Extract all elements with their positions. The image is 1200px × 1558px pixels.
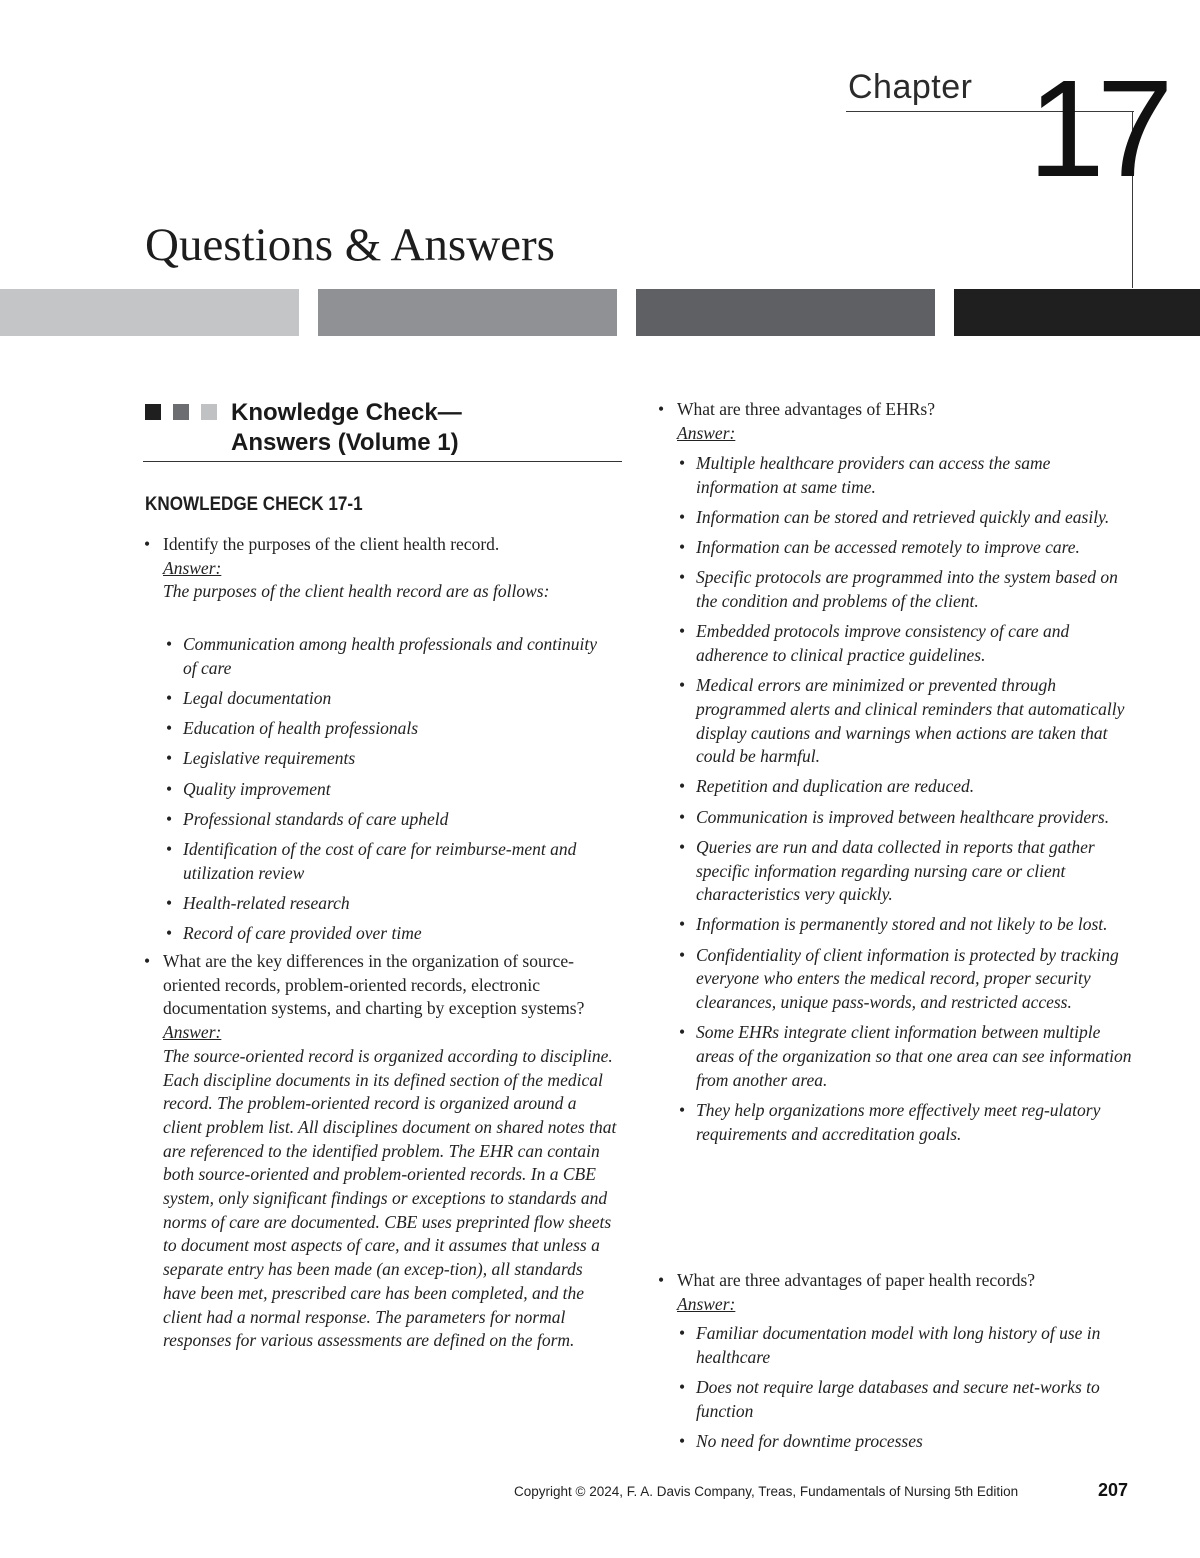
answer-label: Answer: [163,1022,222,1043]
chapter-label: Chapter [848,68,973,106]
list-item: • Does not require large databases and secure net-works to function [696,1376,1136,1423]
list-item: • Queries are run and data collected in reports that gather specific information regarding nursing care or client characteristics very quickly. [696,836,1136,907]
question-text: Identify the purposes of the client health record. [163,534,500,554]
question-text: What are three advantages of paper health records? [677,1270,1036,1290]
question-text: What are the key differences in the organization of source-oriented records, problem-oriented records, electronic documentation systems, and charting by exception systems? [163,951,585,1019]
list-item: • Health-related research [183,892,613,916]
list-item: • Information can be accessed remotely to improve care. [696,536,1136,560]
answer-list [696,452,1136,1153]
page-number: 207 [1098,1480,1129,1500]
list-item: • Multiple healthcare providers can access the same information at same time. [696,452,1136,499]
list-item: • No need for downtime processes [696,1430,1136,1454]
answer-list [183,633,613,952]
answer-label: Answer: [677,422,736,443]
header-band-light [0,289,299,336]
section-square-icon-medium [173,404,189,420]
list-item: • Familiar documentation model with long history of use in healthcare [696,1322,1136,1369]
list-item: • Professional standards of care upheld [183,808,613,832]
bullet-icon: • [658,399,665,419]
list-item: • Embedded protocols improve consistency of care and adherence to clinical practice guidelines. [696,620,1136,667]
page-title: Questions & Answers [145,219,555,271]
list-item: • Some EHRs integrate client information between multiple areas of the organization so that one area can see information from another area. [696,1021,1136,1092]
section-heading-line1: Knowledge Check— [231,399,462,426]
answer-list [696,1322,1136,1460]
copyright-footer: Copyright © 2024, F. A. Davis Company, Treas, Fundamentals of Nursing 5th Edition [514,1484,1019,1499]
header-band-medium [318,289,617,336]
knowledge-check-heading: KNOWLEDGE CHECK 17-1 [145,494,363,515]
list-item: • Quality improvement [183,778,613,802]
question-block [658,1269,1137,1316]
list-item: • Specific protocols are programmed into the system based on the condition and problems of the client. [696,566,1136,613]
answer-text: The source-oriented record is organized according to discipline. Each discipline documents in its defined section of the medical record. The problem-oriented record is organized around a client problem list. All disciplines document on shared notes that are referenced to the identified problem. The EHR can contain both source-oriented and problem-oriented records. In a CBE system, only significant findings or exceptions to standards and norms of care are documented. CBE uses preprinted flow sheets to document most aspects of care, and it assumes that unless a separate entry has been made (an excep-tion), all standards have been met, prescribed care has been completed, and the client had a normal response. The parameters for normal responses for various assessments are defined on the form. [163,1045,617,1351]
bullet-icon: • [144,951,151,971]
question-text: What are three advantages of EHRs? [677,399,936,419]
list-item: • Repetition and duplication are reduced. [696,775,1136,799]
header-band-black [954,289,1200,336]
answer-label: Answer: [163,557,222,578]
list-item: • Legal documentation [183,687,613,711]
section-square-icon-light [201,404,217,420]
section-heading-line2: Answers (Volume 1) [231,429,459,456]
list-item: • Legislative requirements [183,747,613,771]
question-block [658,398,1137,445]
answer-label: Answer: [677,1293,736,1314]
list-item: • Education of health professionals [183,717,613,741]
list-item: • They help organizations more effectively meet reg-ulatory requirements and accreditation goals. [696,1099,1136,1146]
list-item: • Communication is improved between healthcare providers. [696,806,1136,830]
bullet-icon: • [658,1270,665,1290]
list-item: • Medical errors are minimized or prevented through programmed alerts and clinical reminders that automatically display cautions and warnings when actions are taken that could be harmful. [696,674,1136,769]
question-block [144,533,613,604]
answer-intro: The purposes of the client health record are as follows: [163,581,550,602]
chapter-number: 17 [1028,52,1166,206]
list-item: • Record of care provided over time [183,922,613,946]
list-item: • Communication among health professionals and continuity of care [183,633,613,680]
list-item: • Information can be stored and retrieved quickly and easily. [696,506,1136,530]
list-item: • Information is permanently stored and not likely to be lost. [696,913,1136,937]
bullet-icon: • [144,534,151,554]
list-item: • Confidentiality of client information is protected by tracking everyone who enters the medical record, proper security clearances, unique pass-words, and restricted access. [696,944,1136,1015]
section-square-icon-dark [145,404,161,420]
question-block [144,950,618,1353]
list-item: • Identification of the cost of care for reimburse-ment and utilization review [183,838,613,885]
header-band-dark [636,289,935,336]
section-heading [231,398,462,458]
section-rule [143,461,622,462]
